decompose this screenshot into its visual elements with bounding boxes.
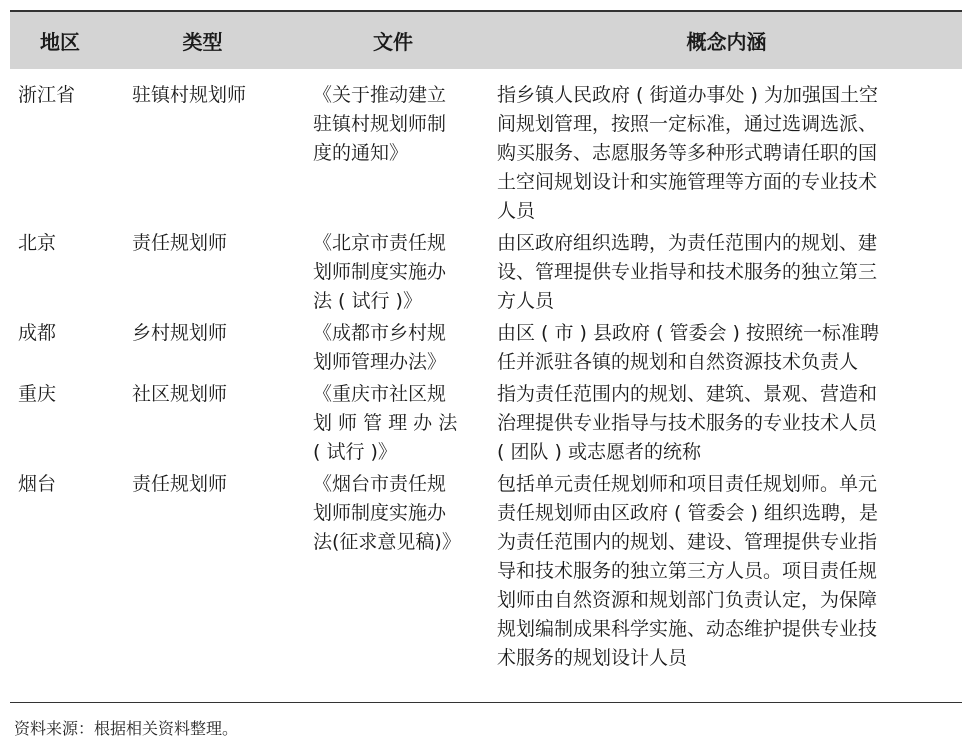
concept-line: 设、管理提供专业指导和技术服务的独立第三	[497, 261, 878, 283]
cell-document	[295, 319, 491, 380]
concept-line: 导和技术服务的独立第三方人员。项目责任规	[497, 560, 878, 582]
cell-region: 烟台	[18, 473, 57, 495]
concept-line: 间规划管理，按照一定标准，通过选调选派、	[497, 113, 878, 135]
header-type: 类型	[110, 11, 295, 69]
table-row	[10, 380, 962, 470]
document-line: ( 试行 )》	[313, 441, 397, 463]
document-line: 划师制度实施办	[313, 261, 447, 283]
table-row	[10, 229, 962, 319]
cell-region: 浙江省	[18, 84, 76, 106]
document-line: 驻镇村规划师制	[313, 113, 447, 135]
concept-line: 土空间规划设计和实施管理等方面的专业技术	[497, 171, 878, 193]
source-note: 资料来源：根据相关资料整理。	[14, 719, 239, 738]
policy-table	[10, 10, 962, 676]
cell-region: 重庆	[18, 383, 57, 405]
concept-line: 方人员	[497, 290, 555, 312]
cell-document	[295, 69, 491, 229]
cell-concept	[491, 229, 962, 319]
cell-region: 成都	[18, 322, 57, 344]
document-line: 《烟台市责任规	[313, 473, 447, 495]
policy-table-container	[10, 10, 962, 676]
cell-type: 责任规划师	[132, 232, 228, 254]
table-row	[10, 470, 962, 676]
concept-line: 由区 ( 市 ) 县政府 ( 管委会 ) 按照统一标准聘	[497, 322, 879, 344]
document-line: 《关于推动建立	[313, 84, 447, 106]
concept-line: 指为责任范围内的规划、建筑、景观、营造和	[497, 383, 878, 405]
cell-document	[295, 470, 491, 676]
concept-line: 划师由自然资源和规划部门负责认定，为保障	[497, 589, 878, 611]
cell-concept	[491, 319, 962, 380]
concept-line: 任并派驻各镇的规划和自然资源技术负责人	[497, 351, 859, 373]
cell-concept	[491, 69, 962, 229]
concept-line: 指乡镇人民政府 ( 街道办事处 ) 为加强国土空	[497, 84, 878, 106]
concept-line: 由区政府组织选聘，为责任范围内的规划、建	[497, 232, 878, 254]
table-header-row	[10, 11, 962, 69]
concept-line: 责任规划师由区政府 ( 管委会 ) 组织选聘，是	[497, 502, 878, 524]
cell-type: 社区规划师	[132, 383, 228, 405]
cell-document	[295, 229, 491, 319]
document-line: 度的通知》	[313, 142, 409, 164]
document-line: 划师管理办法》	[313, 351, 447, 373]
concept-line: 为责任范围内的规划、建设、管理提供专业指	[497, 531, 878, 553]
cell-type: 责任规划师	[132, 473, 228, 495]
cell-type: 乡村规划师	[132, 322, 228, 344]
cell-concept	[491, 380, 962, 470]
concept-line: 治理提供专业指导与技术服务的专业技术人员	[497, 412, 878, 434]
header-region: 地区	[10, 11, 110, 69]
concept-line: 规划编制成果科学实施、动态维护提供专业技	[497, 618, 878, 640]
document-line: 法 ( 试行 )》	[313, 290, 422, 312]
concept-line: ( 团队 ) 或志愿者的统称	[497, 441, 701, 463]
table-row	[10, 319, 962, 380]
document-line: 划 师 管 理 办 法	[313, 412, 458, 434]
cell-type: 驻镇村规划师	[132, 84, 247, 106]
document-line: 《成都市乡村规	[313, 322, 447, 344]
cell-concept	[491, 470, 962, 676]
document-line: 《北京市责任规	[313, 232, 447, 254]
header-document: 文件	[295, 11, 491, 69]
document-line: 法(征求意见稿)》	[313, 531, 461, 553]
concept-line: 术服务的规划设计人员	[497, 647, 688, 669]
cell-region: 北京	[18, 232, 57, 254]
concept-line: 购买服务、志愿服务等多种形式聘请任职的国	[497, 142, 878, 164]
document-line: 《重庆市社区规	[313, 383, 447, 405]
concept-line: 包括单元责任规划师和项目责任规划师。单元	[497, 473, 878, 495]
concept-line: 人员	[497, 200, 536, 222]
table-bottom-rule	[10, 702, 962, 703]
header-concept: 概念内涵	[491, 11, 962, 69]
document-line: 划师制度实施办	[313, 502, 447, 524]
table-row	[10, 69, 962, 229]
cell-document	[295, 380, 491, 470]
